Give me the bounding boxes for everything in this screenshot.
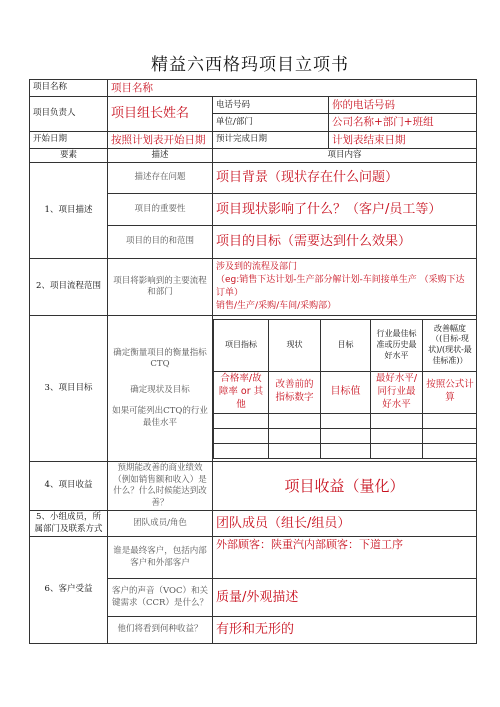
metric-empty-cell [321, 428, 371, 443]
header-content: 项目内容 [213, 148, 477, 162]
metric-header-improvement: 改善幅度（(目标-现状)/(现状-最佳标准)） [423, 319, 477, 371]
section-5-value: 团队成员（组长/组员） [213, 511, 477, 537]
section-2-label: 2、项目流程范围 [30, 259, 108, 316]
metric-empty-cell [269, 428, 321, 443]
section-1-desc-1: 描述存在问题 [108, 163, 213, 194]
header-description: 描述 [108, 148, 213, 162]
section-2-value [213, 259, 477, 316]
section-1-value-1: 项目背景（现状存在什么问题） [213, 163, 477, 194]
metric-empty-cell [371, 413, 423, 428]
phone-value: 你的电话号码 [329, 97, 477, 114]
document-title: 精益六西格玛项目立项书 [151, 55, 349, 75]
metric-empty-cell [269, 413, 321, 428]
unit-value: 公司名称+部门+班组 [329, 114, 477, 131]
section-1-value-2: 项目现状影响了什么？（客户/员工等） [213, 194, 477, 226]
section-6-value-1: 外部顾客：陕重汽内部顾客：下道工序 [213, 537, 477, 579]
metric-current: 改善前的指标数字 [269, 371, 321, 413]
section-2-value-line-1: 涉及到的流程及部门 [216, 262, 298, 273]
phone-label: 电话号码 [213, 97, 329, 114]
section-6-value-2: 质量/外观描述 [213, 579, 477, 617]
section-1-desc-3: 项目的目的和范围 [108, 226, 213, 259]
header-element: 要素 [30, 148, 108, 162]
metric-empty-cell [321, 413, 371, 428]
section-6-desc-2: 客户的声音（VOC）和关键需求（CCR）是什么？ [108, 579, 213, 617]
unit-label: 单位/部门 [213, 114, 329, 131]
start-date-label: 开始日期 [30, 131, 108, 148]
charter-table [29, 79, 477, 644]
section-4-value: 项目收益（量化） [213, 462, 477, 511]
metric-best: 最好水平/同行业最好水平 [371, 371, 423, 413]
section-3-desc-2: 确定现状及目标 [130, 384, 190, 395]
metric-target: 目标值 [321, 371, 371, 413]
section-4-label: 4、项目收益 [30, 462, 108, 511]
end-date-value: 计划表结束日期 [329, 131, 477, 148]
section-5-desc: 团队成员/角色 [108, 511, 213, 537]
project-name-value: 项目名称 [108, 80, 477, 97]
section-1-desc-2: 项目的重要性 [108, 194, 213, 226]
metric-improvement: 按照公式计算 [423, 371, 477, 413]
section-2-value-line-2: （eg:销售下达计划-生产部分解计划-车间接单生产 （采购下达订单） [216, 275, 465, 299]
section-3-label: 3、项目目标 [30, 316, 108, 462]
section-4-desc: 预期能改善的商业绩效（例如销售额和收入）是什么？什么时候能达到改善？ [108, 462, 213, 511]
section-6-desc-3: 他们将看到何种收益？ [108, 617, 213, 644]
metric-empty-cell [423, 428, 477, 443]
leader-value: 项目组长姓名 [108, 97, 213, 131]
metric-empty-cell [214, 413, 269, 428]
metric-empty-cell [423, 413, 477, 428]
metric-empty-cell [214, 443, 269, 458]
section-3-desc-3: 如果可能列出CTQ的行业最佳水平 [112, 406, 208, 428]
section-3-desc [108, 316, 213, 462]
end-date-label: 预计完成日期 [213, 131, 329, 148]
metrics-table-cell [213, 316, 477, 462]
metric-header-target: 目标 [321, 319, 371, 371]
section-6-desc-1: 谁是最终客户，包括内部客户和外部客户 [108, 537, 213, 579]
metric-header-current: 现状 [269, 319, 321, 371]
metric-empty-cell [371, 428, 423, 443]
metric-empty-cell [371, 443, 423, 458]
metric-indicator: 合格率/故障率 or 其他 [214, 371, 269, 413]
metric-header-best: 行业最佳标准或历史最好水平 [371, 319, 423, 371]
section-3-desc-1: 确定衡量项目的衡量指标CTQ [113, 347, 207, 370]
metric-empty-cell [321, 443, 371, 458]
metric-empty-cell [269, 443, 321, 458]
metric-empty-cell [214, 428, 269, 443]
section-1-value-3: 项目的目标（需要达到什么效果） [213, 226, 477, 259]
project-name-label: 项目名称 [30, 80, 108, 97]
section-2-desc: 项目将影响到的主要流程和部门 [108, 259, 213, 316]
metric-empty-cell [423, 443, 477, 458]
metric-header-indicator: 项目指标 [214, 319, 269, 371]
start-date-value: 按照计划表开始日期 [108, 131, 213, 148]
section-6-value-3: 有形和无形的 [213, 617, 477, 644]
section-6-label: 6、客户受益 [30, 537, 108, 644]
section-1-label: 1、项目描述 [30, 163, 108, 259]
section-2-value-line-3: 销售/生产/采购/车间/采购部） [216, 301, 337, 312]
leader-label: 项目负责人 [30, 97, 108, 131]
metrics-table [213, 319, 477, 459]
section-5-label: 5、小组成员，所属部门及联系方式 [30, 511, 108, 537]
